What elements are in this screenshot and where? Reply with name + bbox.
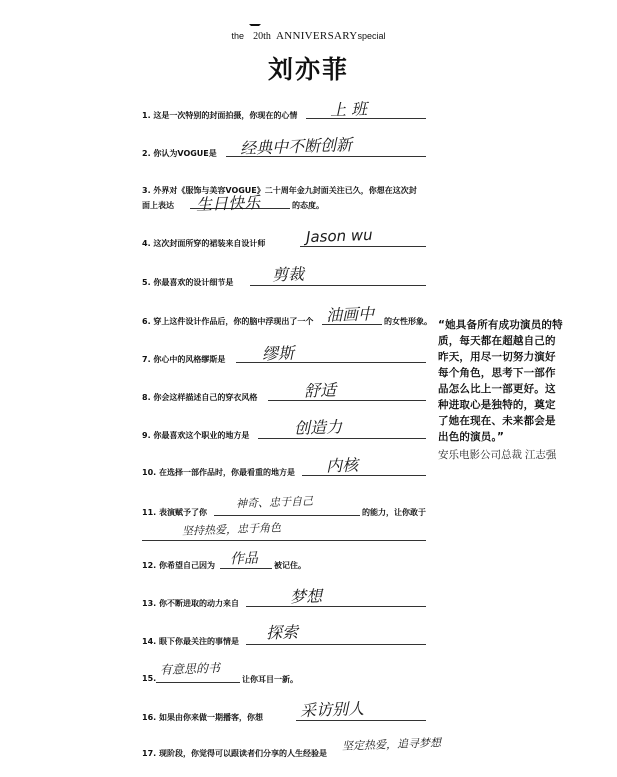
question-3-line2a: 面上表达: [142, 201, 174, 210]
answer-line-12: [220, 568, 272, 569]
answer-8: 舒适: [303, 380, 337, 401]
question-8: 8. 你会这样描述自己的穿衣风格: [142, 393, 258, 402]
header-prefix: the: [231, 31, 244, 41]
answer-line-10: [302, 475, 426, 476]
question-11a: 11. 表演赋予了你: [142, 508, 207, 517]
answer-line-15: [156, 682, 240, 683]
answer-12: 作品: [229, 550, 259, 568]
answer-15: 有意思的书: [159, 660, 221, 678]
answer-13: 梦想: [289, 586, 323, 607]
question-2: 2. 你认为VOGUE是: [142, 149, 217, 158]
answer-line-14: [246, 644, 426, 645]
question-3-line2b: 的态度。: [292, 201, 324, 210]
answer-7: 缪斯: [261, 343, 295, 364]
question-6b: 的女性形象。: [384, 317, 432, 326]
question-5: 5. 你最喜欢的设计细节是: [142, 278, 234, 287]
question-16: 16. 如果由你来做一期播客，你想: [142, 713, 263, 722]
quote-attribution: 安乐电影公司总裁 江志强: [438, 449, 557, 461]
question-15a: 15.: [142, 674, 157, 683]
question-12b: 被记住。: [274, 561, 306, 570]
question-14: 14. 眼下你最关注的事情是: [142, 637, 239, 646]
question-12a: 12. 你希望自己因为: [142, 561, 215, 570]
answer-6: 油画中: [325, 304, 375, 325]
answer-3: 生日快乐: [195, 192, 261, 215]
answer-11b: 坚持热爱，忠于角色: [181, 521, 282, 538]
question-9: 9. 你最喜欢这个职业的地方是: [142, 431, 250, 440]
answer-16: 采访别人: [299, 698, 365, 721]
answer-line-11b: [142, 540, 426, 541]
question-10: 10. 在选择一部作品时，你最看重的地方是: [142, 468, 295, 477]
page-title: 刘亦菲: [267, 55, 349, 84]
answer-17: 坚定热爱，追寻梦想: [341, 736, 442, 753]
anniversary-header: [0, 24, 617, 43]
answer-4: Jason wu: [305, 225, 373, 247]
answer-2: 经典中不断创新: [239, 135, 353, 158]
question-4: 4. 这次封面所穿的裙装来自设计师: [142, 239, 266, 248]
header-suffix: special: [357, 31, 386, 41]
sidebar-quote: [438, 317, 563, 462]
answer-11a: 神奇、忠于自己: [235, 494, 314, 511]
answer-line-9: [258, 438, 426, 439]
answer-9: 创造力: [293, 417, 343, 438]
answer-line-8: [268, 400, 426, 401]
answer-line-4: [300, 246, 426, 247]
question-6a: 6. 穿上这件设计作品后，你的脑中浮现出了一个: [142, 317, 314, 326]
question-1: 1. 这是一次特别的封面拍摄，你现在的心情: [142, 111, 298, 120]
answer-14: 探索: [265, 622, 299, 643]
header-title: ANNIVERSARY: [275, 30, 358, 42]
answer-10: 内核: [325, 455, 359, 476]
question-11b: 的能力，让你敢于: [362, 508, 426, 517]
question-17: 17. 现阶段，你觉得可以跟读者们分享的人生经验是: [142, 749, 327, 758]
crown-icon: [249, 24, 261, 31]
question-3-line1: 3. 外界对《服饰与美容VOGUE》二十周年金九封面关注已久，你想在这次封: [142, 186, 417, 195]
answer-1: 上 班: [329, 99, 368, 120]
question-15b: 让你耳目一新。: [242, 675, 298, 684]
answer-line-11a: [214, 515, 360, 516]
question-13: 13. 你不断进取的动力来自: [142, 599, 239, 608]
quote-text: “她具备所有成功演员的特质，每天都在超越自己的昨天，用尽一切努力演好每个角色，思考下一部作品怎么比上一部更好。这种进取心是独特的，奠定了她在现在、未来都会是出色的演员。”: [438, 319, 563, 443]
answer-line-13: [246, 606, 426, 607]
answer-5: 剪裁: [271, 264, 305, 285]
header-number: 20th: [253, 31, 271, 42]
question-7: 7. 你心中的风格缪斯是: [142, 355, 226, 364]
